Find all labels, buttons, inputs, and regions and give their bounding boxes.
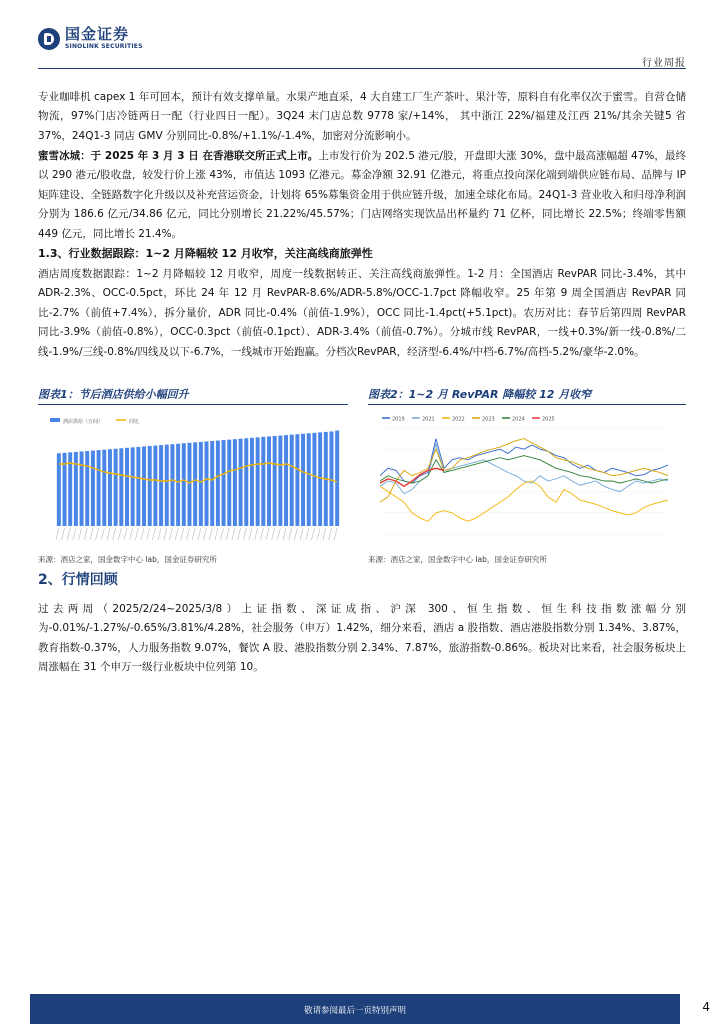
legend-label-yoy: 同比 <box>129 419 140 425</box>
x-tick-mark <box>266 528 269 540</box>
supply-bar <box>239 439 243 526</box>
supply-bar <box>216 441 220 526</box>
x-tick-mark <box>175 528 178 540</box>
x-tick-mark <box>215 528 218 540</box>
legend-label-2023: 2023 <box>482 416 495 423</box>
legend-label-supply: 酒店供给（万间） <box>63 419 104 425</box>
x-tick-mark <box>277 528 280 540</box>
supply-bar <box>119 448 123 526</box>
figure-2-source: 来源：酒店之家，国金数字中心 lab，国金证券研究所 <box>368 555 547 564</box>
header-divider <box>38 68 686 69</box>
supply-bar <box>284 435 288 526</box>
x-tick-mark <box>260 528 263 540</box>
x-tick-mark <box>84 528 87 540</box>
figure-2-lines <box>380 439 668 522</box>
supply-bar <box>193 442 197 526</box>
x-tick-mark <box>73 528 76 540</box>
supply-bar <box>136 447 140 526</box>
paragraph-hotel-data: 酒店周度数据跟踪：1~2 月降幅较 12 月收窄，周度一线数据转正、关注高线商旅弹性。1-2 月：全国酒店 RevPAR 同比-3.4%，其中 ADR-2.3%、OCC-0.5pct，环比 24 年 12 月 RevPAR-8.6%/ADR-5.8%/OCC-1.7pct 降幅收窄。25 年第 9 周全国酒店 RevPAR 同比-2.7%（前值+7.4%），拆分量价，ADR 同比-0.4%（前值-1.9%），OCC 同比-1.4pct(+5.1pct)。农历对比：春节后第四周 RevPAR 同比-3.9%（前值-0.8%），OCC-0.3pct（前值-0.1pct）、ADR-3.4%（前值-0.7%）。分城市线 RevPAR，一线+0.3%/新一线-0.8%/二线-1.9%/三线-0.8%/四线及以下-6.7%，一线城市开始跑赢。分档次RevPAR，经济型-6.4%/中档-6.7%/高档-5.2%/豪华-2.0%。 <box>38 268 686 358</box>
supply-bar <box>301 434 305 526</box>
supply-bar <box>233 439 237 526</box>
section-heading-1-3: 1.3、行业数据跟踪：1~2 月降幅较 12 月收窄，关注高线商旅弹性 <box>38 247 373 260</box>
x-tick-mark <box>226 528 229 540</box>
supply-bar <box>142 446 146 526</box>
series-line-2022 <box>380 481 668 521</box>
x-tick-mark <box>130 528 133 540</box>
supply-bar <box>74 452 78 526</box>
series-line-2019 <box>380 439 668 484</box>
supply-bar <box>165 445 169 526</box>
figure-1-legend <box>50 418 139 425</box>
paragraph-coffee: 专业咖啡机 capex 1 年可回本，预计有效支撑单量。水果产地直采，4 大自建工厂生产茶叶、果汁等，原料自有化率仅次于蜜雪。自营仓储物流，97%门店冷链两日一配（行业四日一配）。3Q24 末门店总数 9778 家/+14%， 其中浙江 22%/福建及江西 21%/其余关键5 省 37%，24Q1-3 同店 GMV 分别同比-0.8%/+1.1%/-1.4%，加密对分流影响小。 <box>38 91 686 142</box>
logo-en-text: SINOLINK SECURITIES <box>65 43 143 50</box>
x-tick-mark <box>96 528 99 540</box>
x-tick-mark <box>328 528 331 540</box>
figure-2-svg <box>368 406 686 552</box>
x-tick-mark <box>238 528 241 540</box>
series-line-2024 <box>380 456 668 484</box>
supply-bar <box>125 448 129 526</box>
x-tick-mark <box>186 528 189 540</box>
legend-label-2021: 2021 <box>422 416 435 423</box>
supply-bar <box>176 444 180 526</box>
x-tick-mark <box>113 528 116 540</box>
supply-bar <box>91 451 95 526</box>
series-line-2025 <box>380 468 444 486</box>
x-tick-mark <box>323 528 326 540</box>
x-tick-mark <box>56 528 59 540</box>
x-tick-mark <box>141 528 144 540</box>
x-tick-mark <box>289 528 292 540</box>
x-tick-mark <box>101 528 104 540</box>
supply-bar <box>102 450 106 526</box>
x-tick-mark <box>249 528 252 540</box>
mixue-body: 上市发行价为 202.5 港元/股，开盘即大涨 30%，盘中最高涨幅超 47%，最终以 290 港元/股收盘，较发行价上涨 43%，市值达 1093 亿港元。募金净额 32.91 亿港元，将重点投向深化端到端供应链布局、品牌与 IP 矩阵建设、全链路数字化升级以及补充营运资金，计划将 65%募集资金用于供应链升级，加速全球化布局。24Q1-3 营业收入和归母净利润分别为 186.6 亿元/34.86 亿元，同比分别增长 21.22%/45.57%；门店网络实现饮品出杯量约 71 亿杯，同比增长 22.5%；终端零售额 449 亿元，同比增长 21.4%。 <box>38 150 686 240</box>
figure-1-svg <box>38 406 348 552</box>
figure-2-title: 图表2：1~2 月 RevPAR 降幅较 12 月收窄 <box>368 388 592 401</box>
x-tick-mark <box>221 528 224 540</box>
x-tick-mark <box>158 528 161 540</box>
x-tick-mark <box>198 528 201 540</box>
supply-bar <box>278 436 282 526</box>
supply-bar <box>256 437 260 526</box>
supply-bar <box>85 451 89 526</box>
paragraph-market-review: 过去两周（2025/2/24~2025/3/8）上证指数、深证成指、沪深 300、恒生指数、恒生科技指数涨幅分别为-0.01%/-1.27%/-0.65%/3.81%/4.28%，社会服务（申万）1.42%，细分来看，酒店 a 股指数、酒店港股指数分别 1.34%、3.87%，教育指数-0.37%，人力服务指数 9.07%，餐饮 A 股、港股指数分别 2.34%、7.87%，旅游指数-0.86%。板块对比来看，社会服务板块上周涨幅在 31 个申万一级行业板块中位列第 10。 <box>38 603 686 674</box>
legend-label-2019: 2019 <box>392 416 405 423</box>
x-tick-mark <box>317 528 320 540</box>
x-tick-mark <box>118 528 121 540</box>
figure-2-legend <box>382 417 555 423</box>
supply-bar <box>307 433 311 526</box>
report-type: 行业周报 <box>642 58 686 69</box>
supply-bar <box>205 441 209 526</box>
supply-bar <box>159 445 163 526</box>
x-tick-mark <box>192 528 195 540</box>
x-tick-mark <box>209 528 212 540</box>
supply-bar <box>108 449 112 526</box>
supply-bar <box>267 436 271 526</box>
x-tick-mark <box>204 528 207 540</box>
supply-bar <box>187 443 191 526</box>
supply-bar <box>261 437 265 526</box>
supply-bar <box>318 432 322 526</box>
footer-disclaimer: 敬请参阅最后一页特别声明 <box>303 1006 406 1016</box>
supply-bar <box>80 451 84 526</box>
x-tick-mark <box>272 528 275 540</box>
x-tick-mark <box>294 528 297 540</box>
supply-bar <box>114 449 118 526</box>
sinolink-logo <box>38 26 143 51</box>
page-number: 4 <box>702 1000 710 1014</box>
figure-1-chart <box>38 406 348 552</box>
supply-bar <box>148 446 152 526</box>
section-heading-2: 2、行情回顾 <box>38 572 118 588</box>
logo-cn-text: 国金证券 <box>65 25 130 43</box>
x-tick-mark <box>243 528 246 540</box>
x-tick-mark <box>62 528 65 540</box>
x-tick-mark <box>124 528 127 540</box>
x-tick-mark <box>306 528 309 540</box>
legend-label-2024: 2024 <box>512 416 525 423</box>
x-tick-mark <box>147 528 150 540</box>
figure-1-title: 图表1：节后酒店供给小幅回升 <box>38 388 189 401</box>
supply-bar <box>153 446 157 526</box>
x-tick-mark <box>232 528 235 540</box>
x-tick-mark <box>152 528 155 540</box>
sinolink-logo-icon <box>38 28 60 50</box>
x-tick-mark <box>135 528 138 540</box>
x-tick-mark <box>90 528 93 540</box>
x-tick-mark <box>164 528 167 540</box>
x-tick-mark <box>311 528 314 540</box>
series-line-2021 <box>380 444 668 494</box>
figure-2-chart <box>368 406 686 552</box>
page-header <box>0 0 724 72</box>
legend-label-2022: 2022 <box>452 416 465 423</box>
supply-bar <box>199 442 203 526</box>
supply-bar <box>182 443 186 526</box>
paragraph-mixue <box>38 147 686 244</box>
x-tick-mark <box>181 528 184 540</box>
figure-1-rule <box>38 404 348 405</box>
supply-bar <box>97 450 101 526</box>
x-tick-mark <box>169 528 172 540</box>
figure-1-source: 来源：酒店之家，国金数字中心 lab，国金证券研究所 <box>38 555 217 564</box>
supply-bar <box>170 444 174 526</box>
supply-bar <box>273 436 277 526</box>
x-tick-mark <box>107 528 110 540</box>
supply-bar <box>250 438 254 526</box>
legend-swatch-supply <box>50 418 60 422</box>
mixue-lead: 蜜雪冰城：于 2025 年 3 月 3 日 在香港联交所正式上市。 <box>38 150 319 162</box>
x-tick-mark <box>255 528 258 540</box>
supply-bar <box>210 441 214 526</box>
supply-bar <box>335 431 339 526</box>
supply-bar <box>131 447 135 526</box>
figure-2-rule <box>368 404 686 405</box>
figure-1-x-ticks <box>56 528 337 540</box>
x-tick-mark <box>67 528 70 540</box>
supply-bar <box>290 435 294 526</box>
supply-bar <box>222 440 226 526</box>
supply-bar <box>295 434 299 526</box>
supply-bar <box>329 431 333 526</box>
x-tick-mark <box>283 528 286 540</box>
legend-label-2025: 2025 <box>542 416 555 423</box>
supply-bar <box>227 440 231 526</box>
page-footer <box>30 994 680 1024</box>
x-tick-mark <box>79 528 82 540</box>
supply-bar <box>312 433 316 526</box>
x-tick-mark <box>300 528 303 540</box>
x-tick-mark <box>334 528 337 540</box>
figure-1-bars <box>57 431 339 526</box>
supply-bar <box>244 438 248 526</box>
